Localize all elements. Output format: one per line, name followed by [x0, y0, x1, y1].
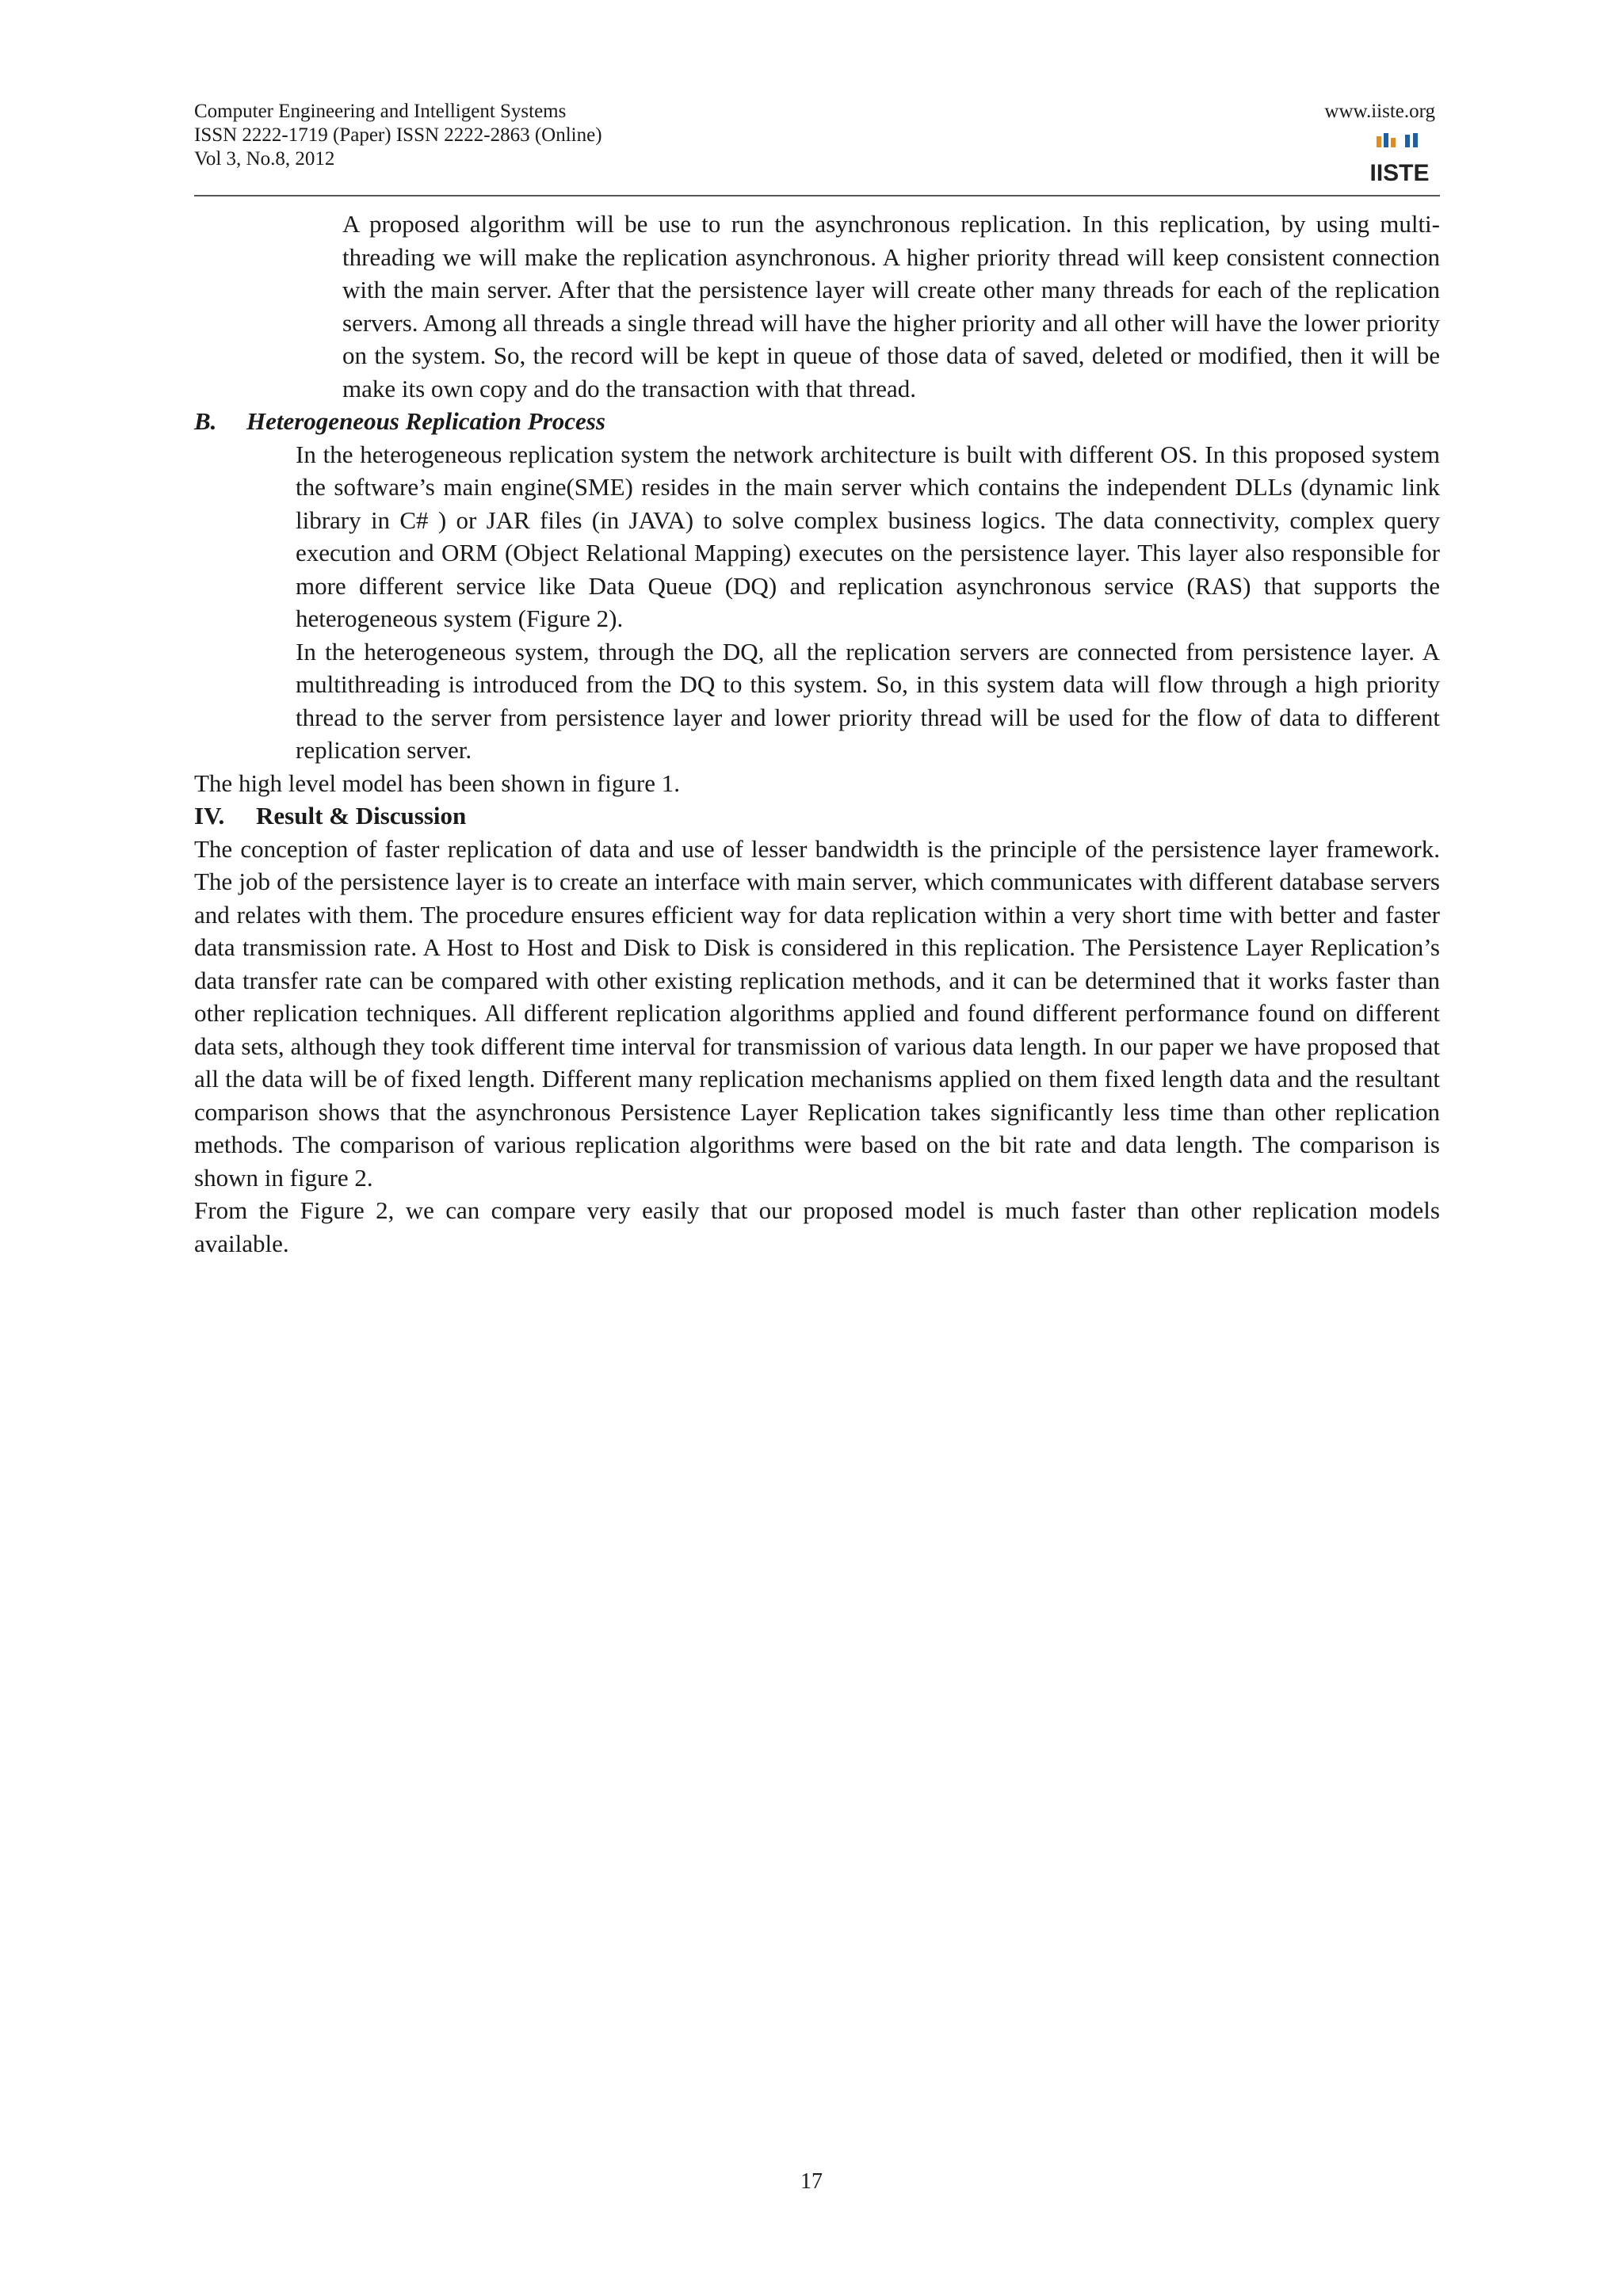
page-number: 17	[800, 2169, 823, 2194]
issn-line: ISSN 2222-1719 (Paper) ISSN 2222-2863 (Online)	[194, 124, 602, 146]
iiste-logo-icon	[1369, 132, 1430, 189]
paragraph-heterogeneous-1: In the heterogeneous replication system the network architecture is built with different OS. In this proposed system the software’s main engine(SME) resides in the main server which contains the independent DLLs (dynamic link library in C# ) or JAR files (in JAVA) to solve complex business logics. The data connectivity, complex query execution and ORM (Object Relational Mapping) executes on the persistence layer. This layer also responsible for more different service like Data Queue (DQ) and replication asynchronous service (RAS) that supports the heterogeneous system (Figure 2).	[296, 440, 1440, 632]
website-url: www.iiste.org	[1324, 101, 1435, 122]
paragraph-result-discussion: The conception of faster replication of data and use of lesser bandwidth is the principle of the persistence layer framework. The job of the persistence layer is to create an interface with main server, which communicates with different database servers and relates with them. The procedure ensures efficient way for data replication within a very short time with better and faster data transmission rate. A Host to Host and Disk to Disk is considered in this replication. The Persistence Layer Replication’s data transfer rate can be compared with other existing replication methods, and it can be determined that it works faster than other replication techniques. All different replication algorithms applied and found different performance found on different data sets, although they took different time interval for transmission of various data length. In our paper we have proposed that all the data will be of fixed length. Different many replication mechanisms applied on them fixed length data and the resultant comparison shows that the asynchronous Persistence Layer Replication takes significantly less time than other replication methods. The comparison of various replication algorithms were based on the bit rate and data length. The comparison is shown in figure 2.	[194, 834, 1440, 1192]
volume-line: Vol 3, No.8, 2012	[194, 148, 335, 170]
section-label: IV.	[194, 802, 225, 830]
logo-text: IISTE	[1369, 160, 1430, 186]
page-content	[194, 208, 1440, 1260]
paragraph-conclusion: From the Figure 2, we can compare very easily that our proposed model is much faster than other replication models available.	[194, 1196, 1440, 1257]
page-header	[194, 100, 1440, 196]
section-title: Result & Discussion	[256, 802, 467, 830]
subsection-heading-b	[194, 405, 1440, 438]
subsection-title: Heterogeneous Replication Process	[246, 407, 605, 435]
section-heading-iv	[194, 799, 1440, 833]
journal-title: Computer Engineering and Intelligent Systems	[194, 101, 567, 122]
paragraph-heterogeneous-2: In the heterogeneous system, through the DQ, all the replication servers are connected from persistence layer. A multithreading is introduced from the DQ to this system. So, in this system data will flow through a high priority thread to the server from persistence layer and lower priority thread will be used for the flow of data to different replication server.	[296, 637, 1440, 764]
subsection-label: B.	[194, 407, 217, 435]
journal-info	[194, 100, 602, 171]
paragraph-high-level-model: The high level model has been shown in figure 1.	[194, 769, 680, 797]
paragraph-async-replication: A proposed algorithm will be use to run the asynchronous replication. In this replication, by using multi-threading we will make the replication asynchronous. A higher priority thread will keep consistent connection with the main server. After that the persistence layer will create other many threads for each of the replication servers. Among all threads a single thread will have the higher priority and all other will have the lower priority on the system. So, the record will be kept in queue of those data of saved, deleted or modified, then it will be make its own copy and do the transaction with that thread.	[342, 210, 1440, 402]
